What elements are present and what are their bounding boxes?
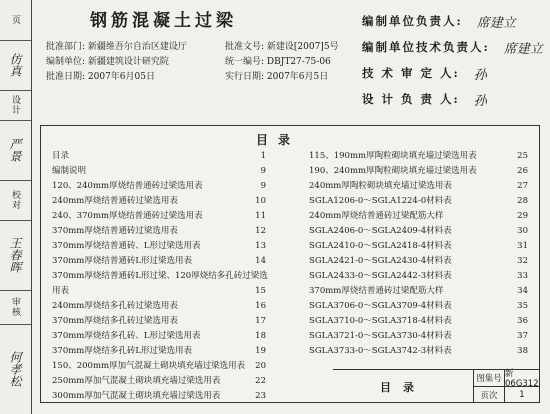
toc-entry-title: 370mm厚烧结多孔砖、L形过梁选用表 — [52, 331, 201, 341]
role-label: 编制单位技术负责人: — [362, 40, 490, 54]
toc-entry-page: 1 — [260, 151, 266, 161]
signature: 席建立 — [476, 15, 516, 31]
toc-entry[interactable] — [309, 269, 534, 284]
page-number: 1 — [519, 390, 525, 400]
approver: 批准部门: 新疆维吾尔自治区建设厅 — [46, 42, 187, 52]
toc-left-column — [52, 149, 282, 404]
toc-entry-page: 25 — [517, 151, 528, 161]
atlas-label: 图集号 — [474, 370, 505, 387]
meta-right — [225, 40, 339, 85]
strip-label: 审核 — [10, 297, 20, 317]
responsible-row — [362, 34, 543, 60]
uniform-no: 统一编号: DBJT27-75-06 — [225, 57, 331, 67]
toc-entry-page: 28 — [517, 196, 528, 206]
toc-entry-title: 240mm厚烧结普通砖过梁配筋大样 — [309, 211, 444, 221]
strip-cell — [0, 220, 31, 291]
toc-entry-page: 13 — [255, 241, 266, 251]
toc-entry-page: 11 — [255, 211, 266, 221]
toc-entry[interactable] — [52, 359, 282, 374]
signature: 仿真 — [8, 53, 22, 77]
signature: 严景 — [8, 138, 22, 162]
toc-entry-page: 31 — [517, 241, 528, 251]
toc-entry[interactable] — [52, 149, 282, 164]
toc-entry-title: 120、240mm厚烧结普通砖过梁选用表 — [52, 181, 203, 191]
signature: 孙 — [473, 67, 487, 83]
responsible-row — [362, 8, 543, 34]
toc-entry[interactable] — [52, 329, 282, 344]
toc-entry-page: 26 — [517, 166, 528, 176]
strip-cell — [0, 180, 31, 221]
meta-left — [46, 40, 187, 85]
toc-entry[interactable] — [309, 299, 534, 314]
responsible-row — [362, 86, 543, 112]
toc-entry-page: 18 — [255, 331, 266, 341]
toc-entry[interactable] — [52, 389, 282, 404]
toc-entry[interactable] — [52, 344, 282, 359]
toc-entry-title: 370mm厚烧结多孔砖L形过梁选用表 — [52, 346, 192, 356]
strip-label: 设计 — [10, 95, 20, 115]
strip-cell — [0, 324, 31, 413]
document-title: 钢筋混凝土过梁 — [90, 11, 237, 31]
signature: 孙 — [473, 93, 487, 109]
role-label: 编制单位负责人: — [362, 14, 463, 28]
toc-entry[interactable] — [52, 224, 282, 239]
toc-entry[interactable] — [52, 284, 282, 299]
toc-entry[interactable] — [52, 164, 282, 179]
toc-entry-page: 12 — [255, 226, 266, 236]
toc-entry-title: SGLA3721-0～SGLA3730-4材料表 — [309, 331, 452, 341]
toc-entry[interactable] — [309, 149, 534, 164]
toc-entry[interactable] — [52, 269, 282, 284]
toc-entry-page: 22 — [255, 376, 266, 386]
toc-entry-page: 33 — [517, 271, 528, 281]
signature: 王春晖 — [8, 237, 22, 273]
toc-entry-title: SGLA2433-0～SGLA2442-3材料表 — [309, 271, 452, 281]
toc-entry[interactable] — [309, 314, 534, 329]
toc-entry-page: 37 — [517, 331, 528, 341]
strip-cell — [0, 40, 31, 91]
toc-entry-title: SGLA1206-0～SGLA1224-0材料表 — [309, 196, 452, 206]
toc-entry-page: 19 — [255, 346, 266, 356]
toc-entry-page: 9 — [260, 166, 266, 176]
page-label: 页次 — [474, 387, 505, 403]
toc-entry[interactable] — [309, 344, 534, 359]
toc-entry-title: 用表 — [52, 286, 70, 296]
toc-entry-title: 370mm厚烧结普通砖、L形过梁选用表 — [52, 241, 201, 251]
toc-entry-title: 250mm厚加气混凝土砌块填充墙过梁选用表 — [52, 376, 221, 386]
toc-entry-title: SGLA3706-0～SGLA3709-4材料表 — [309, 301, 452, 311]
toc-entry-title: 190、240mm厚陶粒砌块填充墙过梁选用表 — [309, 166, 477, 176]
role-label: 设 计 负 责 人: — [362, 92, 460, 106]
toc-entry-page: 15 — [255, 286, 266, 296]
toc-entry-title: 300mm厚加气混凝土砌块填充墙过梁选用表 — [52, 391, 221, 401]
toc-entry-page: 27 — [517, 181, 528, 191]
atlas-number: 新06G312 — [505, 369, 539, 389]
strip-cell — [0, 0, 31, 41]
toc-entry[interactable] — [309, 209, 534, 224]
toc-entry-title: 240mm厚烧结普通砖过梁选用表 — [52, 196, 178, 206]
title-block-label: 目录 — [333, 370, 474, 403]
toc-entry-title: SGLA3733-0～SGLA3742-3材料表 — [309, 346, 452, 356]
signature: 席建立 — [503, 41, 543, 57]
signature-strip — [0, 0, 32, 414]
toc-entry[interactable] — [52, 314, 282, 329]
toc-entry-page: 17 — [255, 316, 266, 326]
strip-label: 页 — [10, 15, 20, 25]
toc-entry[interactable] — [309, 179, 534, 194]
strip-cell — [0, 120, 31, 181]
toc-heading: 目录 — [256, 133, 301, 147]
toc-entry-title: 370mm厚烧结普通砖L形过梁、120厚烧结多孔砖过梁选 — [52, 271, 268, 281]
responsible-row — [362, 60, 543, 86]
toc-entry[interactable] — [309, 224, 534, 239]
editor: 编制单位: 新疆建筑设计研究院 — [46, 57, 169, 67]
toc-entry[interactable] — [52, 179, 282, 194]
toc-entry-page: 9 — [260, 181, 266, 191]
toc-entry-title: SGLA3710-0～SGLA3718-4材料表 — [309, 316, 452, 326]
toc-entry[interactable] — [52, 239, 282, 254]
responsible-block — [362, 8, 543, 112]
toc-entry-title: 目录 — [52, 151, 70, 161]
toc-entry[interactable] — [52, 374, 282, 389]
toc-entry[interactable] — [309, 164, 534, 179]
toc-entry[interactable] — [309, 284, 534, 299]
toc-entry[interactable] — [309, 254, 534, 269]
toc-entry-title: 150、200mm厚加气混凝土砌块填充墙过梁选用表 — [52, 361, 246, 371]
toc-entry[interactable] — [52, 299, 282, 314]
toc-entry-page: 35 — [517, 301, 528, 311]
toc-entry-title: 370mm厚烧结普通砖L形过梁选用表 — [52, 256, 192, 266]
toc-entry-page: 30 — [517, 226, 528, 236]
toc-entry[interactable] — [52, 209, 282, 224]
toc-entry-title: 编制说明 — [52, 166, 87, 176]
toc-entry-page: 23 — [255, 391, 266, 401]
approve-date: 批准日期: 2007年6月05日 — [46, 72, 155, 82]
toc-entry-page: 16 — [255, 301, 266, 311]
title-block — [333, 369, 539, 403]
toc-entry-title: 240mm厚烧结多孔砖过梁选用表 — [52, 301, 178, 311]
toc-entry-page: 29 — [517, 211, 528, 221]
toc-right-column — [309, 149, 534, 359]
toc-entry[interactable] — [309, 194, 534, 209]
toc-entry-page: 10 — [255, 196, 266, 206]
toc-entry-title: 115、190mm厚陶粒砌块填充墙过梁选用表 — [309, 151, 477, 161]
toc-entry-title: 240mm厚陶粒砌块填充墙过梁选用表 — [309, 181, 452, 191]
role-label: 技 术 审 定 人: — [362, 66, 460, 80]
toc-box — [40, 125, 540, 403]
toc-entry-page: 34 — [517, 286, 528, 296]
toc-entry-title: SGLA2421-0～SGLA2430-4材料表 — [309, 256, 452, 266]
toc-entry-page: 38 — [517, 346, 528, 356]
toc-entry-title: 370mm厚烧结多孔砖过梁选用表 — [52, 316, 178, 326]
toc-entry-title: 240、370mm厚烧结普通砖过梁选用表 — [52, 211, 203, 221]
toc-entry-page: 14 — [255, 256, 266, 266]
toc-entry-title: 370mm厚烧结普通砖过梁选用表 — [52, 226, 178, 236]
toc-entry-page: 32 — [517, 256, 528, 266]
toc-entry[interactable] — [309, 239, 534, 254]
toc-entry[interactable] — [309, 329, 534, 344]
strip-label: 校对 — [10, 190, 20, 210]
toc-entry[interactable] — [52, 194, 282, 209]
effective-date: 实行日期: 2007年6月5日 — [225, 72, 329, 82]
toc-entry-page: 36 — [517, 316, 528, 326]
strip-cell — [0, 90, 31, 121]
toc-entry-title: SGLA2406-0～SGLA2409-4材料表 — [309, 226, 452, 236]
signature: 何孝松 — [8, 350, 22, 387]
toc-entry-title: 370mm厚烧结普通砖过梁配筋大样 — [309, 286, 444, 296]
doc-no: 批准文号: 新建设[2007]5号 — [225, 42, 339, 52]
toc-entry-page: 20 — [255, 361, 266, 371]
strip-cell — [0, 290, 31, 325]
toc-entry-title: SGLA2410-0～SGLA2418-4材料表 — [309, 241, 452, 251]
toc-entry[interactable] — [52, 254, 282, 269]
